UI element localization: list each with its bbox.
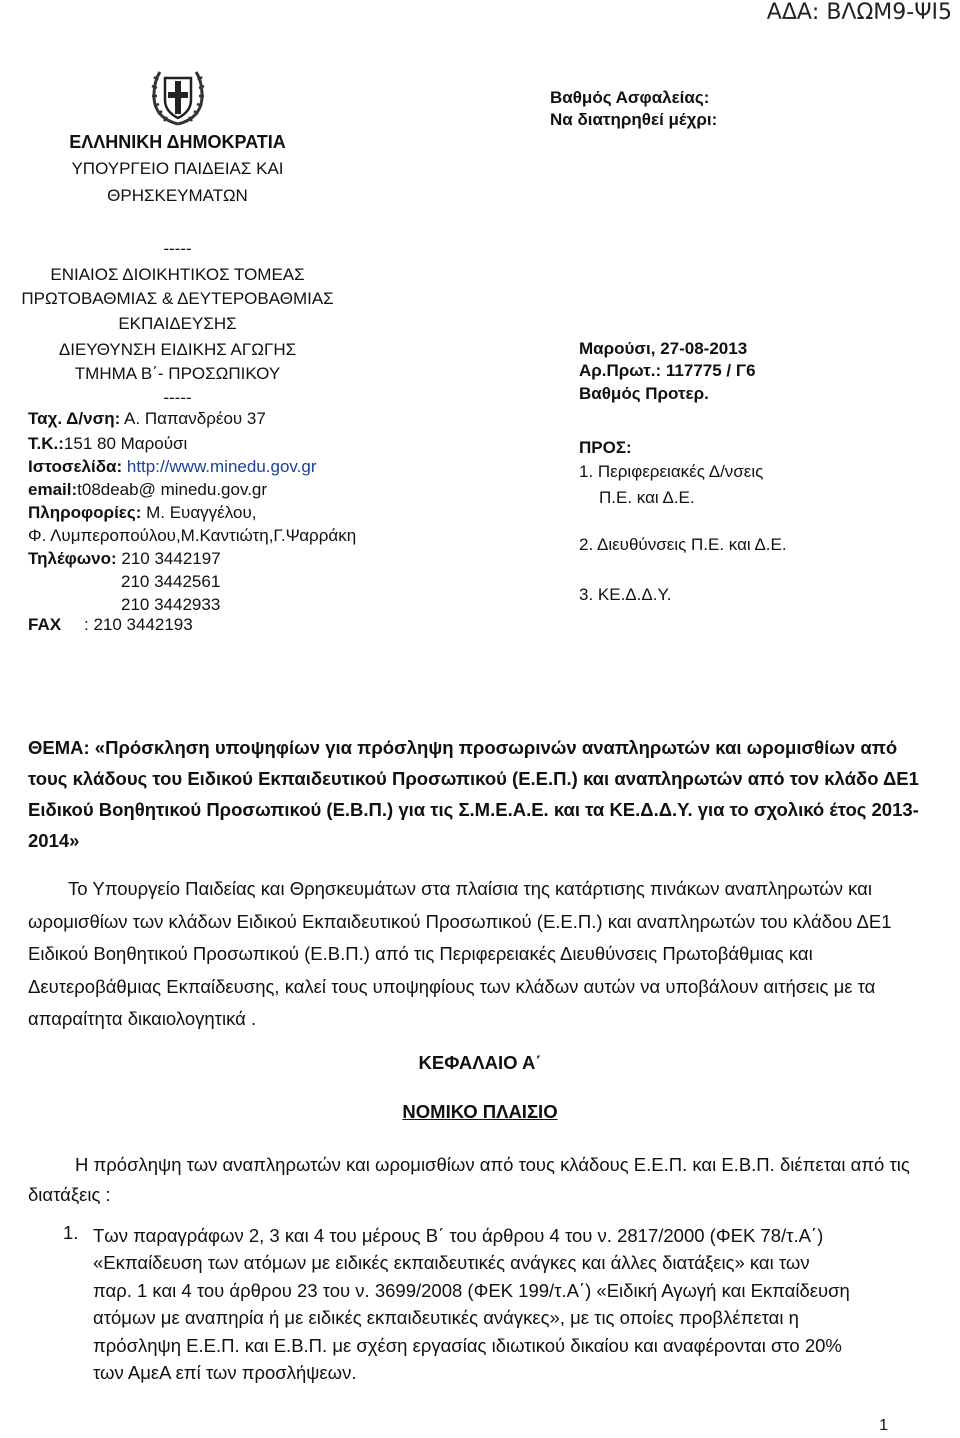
separator-2: ----- — [163, 388, 192, 407]
recipient-1-detail: Π.Ε. και Δ.Ε. — [599, 488, 695, 507]
ministry-line-1: ΥΠΟΥΡΓΕΙΟ ΠΑΙΔΕΙΑΣ ΚΑΙ — [71, 159, 284, 178]
department: ΤΜΗΜΑ Β΄- ΠΡΟΣΩΠΙΚΟΥ — [74, 364, 281, 383]
postal-value: 151 80 Μαρούσι — [63, 434, 188, 453]
sector-line-3: ΕΚΠΑΙΔΕΥΣΗΣ — [118, 314, 237, 333]
phone-3: 210 3442933 — [121, 595, 221, 614]
address-line — [28, 408, 266, 430]
postal-label: Τ.Κ.: — [28, 434, 64, 453]
postal-line — [28, 433, 187, 455]
list-item-text: Των παραγράφων 2, 3 και 4 του μέρους Β΄ του άρθρου 4 του ν. 2817/2000 (ΦΕΚ 78/τ.Α΄) «Εκπαίδευση των ατόμων με ειδικές εκπαιδευτικές ανάγκες και άλλες διατάξεις» και των παρ. 1 και 4 του άρθρου 23 του ν. 3699/2008 (ΦΕΚ 199/τ.Α΄) «Ειδική Αγωγή και Εκπαίδευση ατόμων με αναπηρία ή με ειδικές εκπαιδευτικές ανάγκες», με τις οποίες προβλέπεται η πρόσληψη Ε.Ε.Π. και Ε.Β.Π. με σχέση εργασίας ιδιωτικού δικαίου και αναφέρονται στο 20% των ΑμεΑ επί των προσλήψεων. — [93, 1225, 850, 1384]
address-label: Ταχ. Δ/νση: — [28, 409, 121, 428]
website-link[interactable]: http://www.minedu.gov.gr — [122, 457, 317, 476]
separator-1: ----- — [163, 239, 192, 258]
security-level: Βαθμός Ασφαλείας: — [550, 88, 710, 107]
sector-line-1: ΕΝΙΑΙΟΣ ΔΙΟΙΚΗΤΙΚΟΣ ΤΟΜΕΑΣ — [50, 265, 305, 284]
list-item-number: 1. — [63, 1222, 79, 1243]
website-line — [28, 456, 317, 478]
email-value: t08deab@ minedu.gov.gr — [77, 480, 268, 499]
intro-paragraph: Το Υπουργείο Παιδείας και Θρησκευμάτων στα πλαίσια της κατάρτισης πινάκων αναπληρωτών και ωρομισθίων των κλάδων Ειδικού Εκπαιδευτικού Προσωπικού (Ε.Ε.Π.) και αναπληρωτών του κλάδου ΔΕ1 Ειδικού Βοηθητικού Προσωπικού (Ε.Β.Π.) από τις Περιφερειακές Διευθύνσεις Πρωτοβάθμιας και Δευτεροβάθμιας Εκπαίδευσης, καλεί τους υποψηφίους των κλάδων αυτών να υποβάλουν αιτήσεις με τα απαραίτητα δικαιολογητικά . — [28, 878, 892, 1030]
ada-code: ΑΔΑ: ΒΛΩΜ9-ΨΙ5 — [766, 0, 952, 25]
phone-line — [28, 548, 221, 570]
recipients-label: ΠΡΟΣ: — [579, 438, 632, 457]
keep-until: Να διατηρηθεί μέχρι: — [550, 110, 718, 129]
directorate: ΔΙΕΥΘΥΝΣΗ ΕΙΔΙΚΗΣ ΑΓΩΓΗΣ — [58, 340, 297, 359]
greek-emblem-icon — [148, 66, 208, 128]
subject: ΘΕΜΑ: «Πρόσκληση υποψηφίων για πρόσληψη προσωρινών αναπληρωτών και ωρομισθίων από τους κλάδους του Ειδικού Εκπαιδευτικού Προσωπικού (Ε.Ε.Π.) και αναπληρωτών από τον κλάδο ΔΕ1 Ειδικού Βοηθητικού Προσωπικού (Ε.Β.Π.) για τις Σ.Μ.Ε.Α.Ε. και τα ΚΕ.Δ.Δ.Υ. για το σχολικό έτος 2013-2014» — [28, 737, 919, 851]
recipient-2: 2. Διευθύνσεις Π.Ε. και Δ.Ε. — [579, 535, 787, 554]
chapter-heading: ΚΕΦΑΛΑΙΟ Α΄ — [418, 1052, 542, 1073]
fax-value: : 210 3442193 — [84, 615, 193, 634]
legal-intro: Η πρόσληψη των αναπληρωτών και ωρομισθίων από τους κλάδους Ε.Ε.Π. και Ε.Β.Π. διέπεται από τις διατάξεις : — [28, 1154, 910, 1205]
info-value-2: Φ. Λυμπεροπούλου,Μ.Καντιώτη,Γ.Ψαρράκη — [28, 526, 357, 545]
phone-2: 210 3442561 — [121, 572, 221, 591]
email-label: email: — [28, 480, 78, 499]
info-line — [28, 502, 256, 524]
protocol-number: Αρ.Πρωτ.: 117775 / Γ6 — [579, 361, 756, 380]
website-label: Ιστοσελίδα: — [28, 457, 123, 476]
sector-line-2: ΠΡΩΤΟΒΑΘΜΙΑΣ & ΔΕΥΤΕΡΟΒΑΘΜΙΑΣ — [21, 289, 334, 308]
recipient-3: 3. ΚΕ.Δ.Δ.Υ. — [579, 585, 672, 604]
info-label: Πληροφορίες: — [28, 503, 142, 522]
ministry-line-2: ΘΡΗΣΚΕΥΜΑΤΩΝ — [107, 186, 248, 205]
priority: Βαθμός Προτερ. — [579, 384, 709, 403]
republic-title: ΕΛΛΗΝΙΚΗ ΔΗΜΟΚΡΑΤΙΑ — [69, 132, 286, 152]
phone-1: 210 3442197 — [121, 549, 221, 568]
fax-label: FAX — [28, 615, 62, 634]
page-number: 1 — [879, 1417, 888, 1434]
phone-label: Τηλέφωνο: — [28, 549, 117, 568]
chapter-title: ΝΟΜΙΚΟ ΠΛΑΙΣΙΟ — [402, 1101, 558, 1122]
address-value: Α. Παπανδρέου 37 — [120, 409, 266, 428]
place-date: Μαρούσι, 27-08-2013 — [579, 339, 748, 358]
info-value-1: Μ. Ευαγγέλου, — [141, 503, 257, 522]
recipient-1: 1. Περιφερειακές Δ/νσεις — [579, 462, 764, 481]
email-line — [28, 479, 267, 501]
